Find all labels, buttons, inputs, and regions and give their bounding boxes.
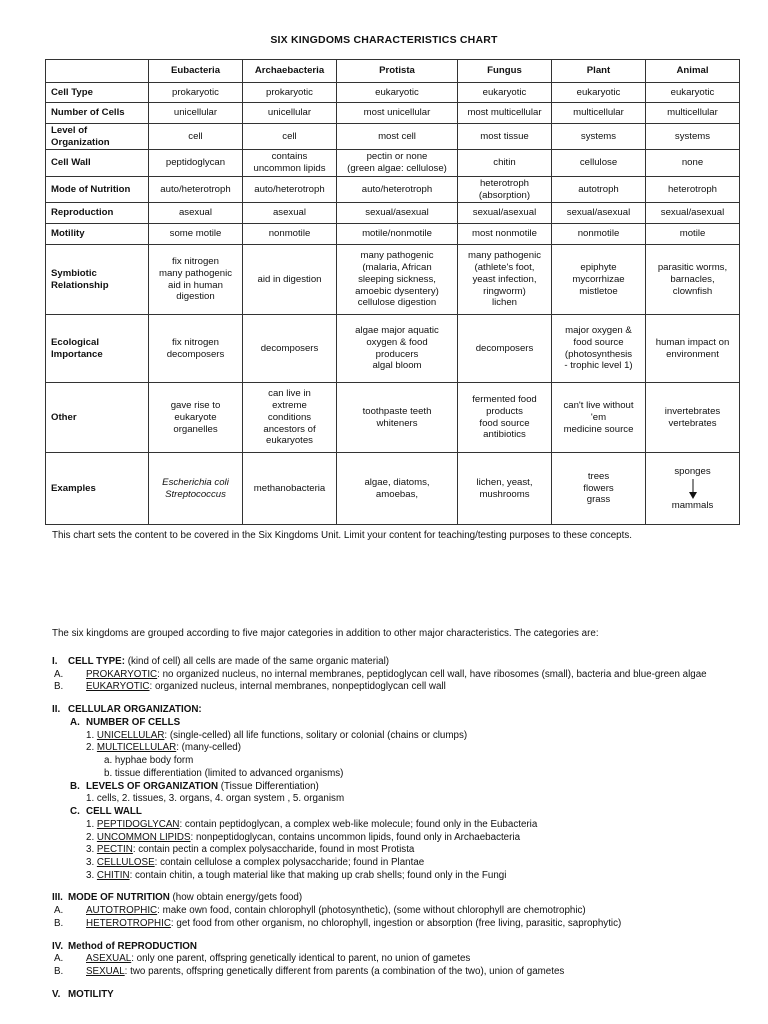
table-cell: unicellular [243, 103, 337, 124]
table-cell: auto/heterotroph [149, 176, 243, 202]
table-cell: most unicellular [337, 103, 458, 124]
table-cell: fix nitrogen many pathogenic aid in human digestion [149, 245, 243, 315]
table-cell: asexual [149, 203, 243, 224]
table-cell: cell [149, 124, 243, 150]
outline-item: 2. MULTICELLULAR: (many-celled) [86, 742, 242, 754]
column-header: Eubacteria [149, 60, 243, 83]
table-cell: lichen, yeast, mushrooms [458, 453, 552, 525]
row-header: Motility [46, 224, 149, 245]
table-cell: epiphyte mycorrhizae mistletoe [552, 245, 646, 315]
section-heading: V. MOTILITY [52, 988, 114, 1000]
table-row [46, 83, 740, 103]
table-cell: toothpaste teeth whiteners [337, 383, 458, 453]
outline-subheading: C. CELL WALL [70, 806, 142, 818]
table-cell: sexual/asexual [337, 203, 458, 224]
outline-subheading: A. NUMBER OF CELLS [70, 716, 181, 728]
row-header: Cell Wall [46, 150, 149, 176]
six-kingdoms-table [45, 59, 740, 525]
table-cell: asexual [243, 203, 337, 224]
table-row [46, 383, 740, 453]
table-cell: decomposers [243, 315, 337, 383]
row-header: Reproduction [46, 203, 149, 224]
table-cell: gave rise to eukaryote organelles [149, 383, 243, 453]
table-cell: major oxygen & food source (photosynthesis - trophic level 1) [552, 315, 646, 383]
table-cell: many pathogenic (malaria, African sleeping sickness, amoebic dysentery) cellulose digestion [337, 245, 458, 315]
table-cell: invertebrates vertebrates [646, 383, 740, 453]
table-cell: most nonmotile [458, 224, 552, 245]
table-cell: eukaryotic [646, 83, 740, 103]
section-mode-of-nutrition [52, 892, 742, 930]
column-header: Animal [646, 60, 740, 83]
outline-item: A. AUTOTROPHIC: make own food, contain chlorophyll (photosynthetic), (some without chlorophyll are chemotrophic) [54, 905, 586, 917]
table-cell: systems [552, 124, 646, 150]
table-cell: most tissue [458, 124, 552, 150]
outline-item: 1. cells, 2. tissues, 3. organs, 4. organ system , 5. organism [86, 793, 345, 805]
animal-example-top: sponges [674, 465, 711, 477]
outline-item: 3. PECTIN: contain pectin a complex polysaccharide, found in most Protista [86, 844, 415, 856]
table-cell: sexual/asexual [552, 203, 646, 224]
table-cell [646, 453, 740, 525]
outline-item: B. HETEROTROPHIC: get food from other organism, no chlorophyll, ingestion or absorption (free living, parasitic, saprophytic) [54, 917, 622, 929]
table-cell: auto/heterotroph [337, 176, 458, 202]
table-cell: eukaryotic [552, 83, 646, 103]
table-cell: trees flowers grass [552, 453, 646, 525]
column-header: Protista [337, 60, 458, 83]
table-cell: fermented food products food source antibiotics [458, 383, 552, 453]
arrow-down-icon [688, 478, 698, 500]
row-header: Cell Type [46, 83, 149, 103]
section-motility [52, 989, 742, 1002]
table-row [46, 124, 740, 150]
outline-item: 2. UNCOMMON LIPIDS: nonpeptidoglycan, contains uncommon lipids, found only in Archaebacteria [86, 831, 521, 843]
table-row [46, 203, 740, 224]
table-cell: sexual/asexual [458, 203, 552, 224]
table-cell: prokaryotic [243, 83, 337, 103]
table-cell: none [646, 150, 740, 176]
row-header: Level of Organization [46, 124, 149, 150]
outline-item: 3. CELLULOSE: contain cellulose a complex polysaccharide; found in Plantae [86, 857, 425, 869]
row-header: Number of Cells [46, 103, 149, 124]
outline-item: A. PROKARYOTIC: no organized nucleus, no internal membranes, peptidoglycan cell wall, have ribosomes (small), bacteria and blue-green algae [54, 668, 707, 680]
row-header: Symbiotic Relationship [46, 245, 149, 315]
table-cell: cell [243, 124, 337, 150]
table-cell: algae, diatoms, amoebas, [337, 453, 458, 525]
table-cell: decomposers [458, 315, 552, 383]
table-cell: heterotroph [646, 176, 740, 202]
outline-item: B. SEXUAL: two parents, offspring genetically different from parents (a combination of the two), union of gametes [54, 966, 565, 978]
table-cell: most cell [337, 124, 458, 150]
table-cell: human impact on environment [646, 315, 740, 383]
row-header: Ecological Importance [46, 315, 149, 383]
table-cell: cellulose [552, 150, 646, 176]
table-cell: multicellular [552, 103, 646, 124]
categories-outline [52, 656, 742, 1002]
table-cell: nonmotile [243, 224, 337, 245]
table-cell: pectin or none (green algae: cellulose) [337, 150, 458, 176]
section-cell-type [52, 656, 742, 694]
column-header: Plant [552, 60, 646, 83]
table-row [46, 245, 740, 315]
table-cell: contains uncommon lipids [243, 150, 337, 176]
chart-title: SIX KINGDOMS CHARACTERISTICS CHART [270, 34, 498, 46]
table-cell: parasitic worms, barnacles, clownfish [646, 245, 740, 315]
table-cell: aid in digestion [243, 245, 337, 315]
categories-intro: The six kingdoms are grouped according to five major categories in addition to other major characteristics. The categories are: [52, 628, 599, 639]
table-row [46, 103, 740, 124]
table-cell: Escherichia coli Streptococcus [149, 453, 243, 525]
table-cell: systems [646, 124, 740, 150]
outline-subheading: B. LEVELS OF ORGANIZATION (Tissue Differentiation) [70, 780, 319, 792]
section-heading: IV. Method of REPRODUCTION [52, 940, 197, 952]
table-cell: motile/nonmotile [337, 224, 458, 245]
outline-item: 3. CHITIN: contain chitin, a tough material like that making up crab shells; found only in the Fungi [86, 869, 507, 881]
section-reproduction [52, 941, 742, 979]
table-row [46, 224, 740, 245]
section-heading: I. CELL TYPE: (kind of cell) all cells are made of the same organic material) [52, 656, 390, 667]
outline-item: B. EUKARYOTIC: organized nucleus, internal membranes, nonpeptidoglycan cell wall [54, 681, 446, 693]
table-cell: motile [646, 224, 740, 245]
table-cell: chitin [458, 150, 552, 176]
animal-example-bottom: mammals [671, 499, 714, 511]
table-cell: methanobacteria [243, 453, 337, 525]
table-header-row [46, 60, 740, 83]
table-cell: unicellular [149, 103, 243, 124]
table-cell: many pathogenic (athlete's foot, yeast infection, ringworm) lichen [458, 245, 552, 315]
section-heading: III. MODE OF NUTRITION (how obtain energy/gets food) [52, 892, 303, 904]
chart-note: This chart sets the content to be covered in the Six Kingdoms Unit. Limit your content for teaching/testing purposes to these concepts. [52, 530, 632, 541]
table-cell: can live in extreme conditions ancestors of eukaryotes [243, 383, 337, 453]
table-cell: eukaryotic [458, 83, 552, 103]
outline-item: 1. UNICELLULAR: (single-celled) all life functions, solitary or colonial (chains or clumps) [86, 729, 468, 741]
column-header: Archaebacteria [243, 60, 337, 83]
table-cell: nonmotile [552, 224, 646, 245]
table-cell: eukaryotic [337, 83, 458, 103]
row-header: Mode of Nutrition [46, 176, 149, 202]
table-cell: can't live without 'em medicine source [552, 383, 646, 453]
table-cell: autotroph [552, 176, 646, 202]
table-cell: fix nitrogen decomposers [149, 315, 243, 383]
row-header: Other [46, 383, 149, 453]
section-heading: II. CELLULAR ORGANIZATION: [52, 704, 202, 716]
column-header: Fungus [458, 60, 552, 83]
table-cell: multicellular [646, 103, 740, 124]
table-cell: prokaryotic [149, 83, 243, 103]
outline-item: A. ASEXUAL: only one parent, offspring genetically identical to parent, no union of gametes [54, 953, 471, 965]
outline-item: a. hyphae body form [104, 755, 194, 767]
table-cell: most multicellular [458, 103, 552, 124]
table-cell: peptidoglycan [149, 150, 243, 176]
table-row [46, 150, 740, 176]
table-cell: algae major aquatic oxygen & food producers algal bloom [337, 315, 458, 383]
outline-item: 1. PEPTIDOGLYCAN: contain peptidoglycan, a complex web-like molecule; found only in the Eubacteria [86, 818, 538, 830]
row-header: Examples [46, 453, 149, 525]
table-cell: sexual/asexual [646, 203, 740, 224]
table-row [46, 176, 740, 202]
table-cell: heterotroph (absorption) [458, 176, 552, 202]
table-row [46, 453, 740, 525]
table-cell: some motile [149, 224, 243, 245]
table-cell: auto/heterotroph [243, 176, 337, 202]
corner-cell [46, 60, 149, 83]
table-row [46, 315, 740, 383]
section-cellular-organization [52, 704, 742, 882]
outline-item: b. tissue differentiation (limited to advanced organisms) [104, 767, 344, 779]
